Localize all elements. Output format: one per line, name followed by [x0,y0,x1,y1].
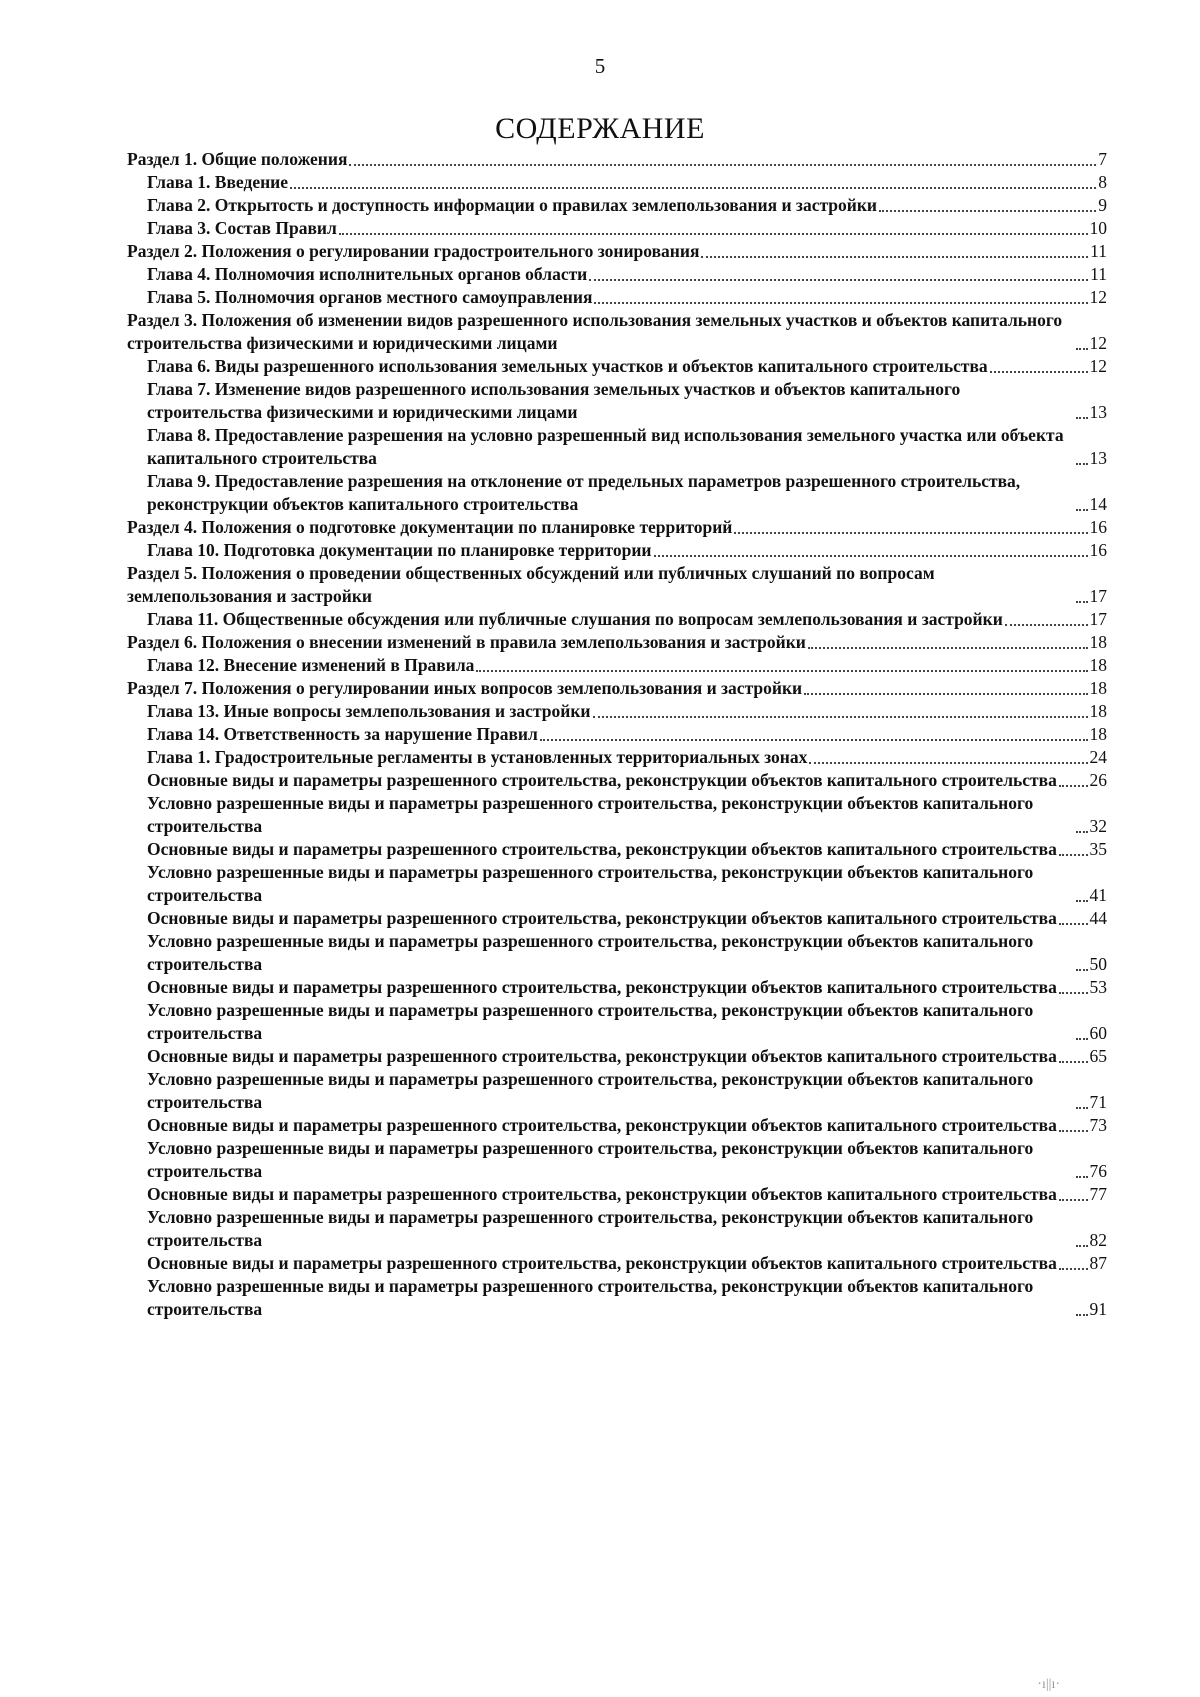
toc-leader-dots [1059,1130,1088,1132]
toc-entry[interactable] [127,424,1107,470]
toc-entry[interactable] [127,838,1107,861]
toc-entry[interactable] [127,355,1107,378]
toc-leader-dots [1059,1061,1088,1063]
toc-entry-page: 91 [1089,1299,1107,1319]
toc-entry-page: 82 [1089,1230,1107,1250]
toc-entry[interactable] [127,1068,1107,1114]
toc-entry-text: Основные виды и параметры разрешенного строительства, реконструкции объектов капитального строительства [147,908,1057,928]
toc-entry[interactable] [127,171,1107,194]
toc-entry[interactable] [127,677,1107,700]
toc-leader-dots [1076,900,1088,902]
toc-entry-text: Условно разрешенные виды и параметры разрешенного строительства, реконструкции объектов капитального строительства [147,1207,1034,1250]
toc-entry-text: Глава 3. Состав Правил [147,218,337,238]
toc-entry-text: Основные виды и параметры разрешенного строительства, реконструкции объектов капитального строительства [147,1253,1057,1273]
toc-entry[interactable] [127,1114,1107,1137]
toc-entry-page: 10 [1089,218,1107,238]
toc-leader-dots [809,762,1087,764]
toc-entry-text: Глава 5. Полномочия органов местного самоуправления [147,287,593,307]
toc-entry[interactable] [127,240,1107,263]
toc-entry[interactable] [127,700,1107,723]
toc-entry[interactable] [127,723,1107,746]
toc-leader-dots [804,693,1087,695]
toc-entry-page: 17 [1089,586,1107,606]
toc-leader-dots [1059,1199,1088,1201]
toc-entry[interactable] [127,746,1107,769]
toc-leader-dots [1076,601,1088,603]
toc-entry-page: 11 [1090,264,1107,284]
toc-entry[interactable] [127,1183,1107,1206]
toc-entry-text: Условно разрешенные виды и параметры разрешенного строительства, реконструкции объектов капитального строительства [147,793,1034,836]
toc-entry-page: 18 [1089,655,1107,675]
toc-entry-text: Глава 11. Общественные обсуждения или публичные слушания по вопросам землепользования и застройки [147,609,1003,629]
toc-entry-page: 17 [1089,609,1107,629]
toc-entry-page: 87 [1089,1253,1107,1273]
toc-entry[interactable] [127,263,1107,286]
toc-entry-page: 18 [1089,701,1107,721]
toc-entry[interactable] [127,562,1107,608]
toc-entry-text: Основные виды и параметры разрешенного строительства, реконструкции объектов капитального строительства [147,1115,1057,1135]
toc-entry-page: 60 [1089,1023,1107,1043]
page-number: 5 [594,54,606,78]
toc-entry-text: Раздел 2. Положения о регулировании градостроительного зонирования [127,241,700,261]
toc-leader-dots [349,164,1096,166]
toc-entry-text: Глава 6. Виды разрешенного использования земельных участков и объектов капитального строительства [147,356,988,376]
toc-entry[interactable] [127,194,1107,217]
toc-entry-text: Глава 4. Полномочия исполнительных органов области [147,264,588,284]
toc-entry-page: 16 [1089,517,1107,537]
toc-entry-text: Раздел 6. Положения о внесении изменений в правила землепользования и застройки [127,632,806,652]
toc-leader-dots [1076,1314,1088,1316]
toc-leader-dots [540,739,1088,741]
toc-entry[interactable] [127,148,1107,171]
toc-leader-dots [990,371,1088,373]
toc-entry-text: Условно разрешенные виды и параметры разрешенного строительства, реконструкции объектов капитального строительства [147,1000,1034,1043]
toc-entry[interactable] [127,792,1107,838]
toc-entry[interactable] [127,286,1107,309]
toc-leader-dots [1076,1176,1088,1178]
toc-entry-page: 24 [1089,747,1107,767]
toc-entry-text: Условно разрешенные виды и параметры разрешенного строительства, реконструкции объектов капитального строительства [147,862,1034,905]
toc-leader-dots [1059,923,1088,925]
toc-entry-page: 50 [1089,954,1107,974]
toc-entry-page: 53 [1089,977,1107,997]
toc-leader-dots [1076,1245,1088,1247]
toc-entry[interactable] [127,470,1107,516]
toc-entry[interactable] [127,1252,1107,1275]
toc-entry-text: Основные виды и параметры разрешенного строительства, реконструкции объектов капитального строительства [147,1046,1057,1066]
toc-entry[interactable] [127,976,1107,999]
toc-entry-text: Основные виды и параметры разрешенного строительства, реконструкции объектов капитального строительства [147,1184,1057,1204]
toc-entry-text: Глава 12. Внесение изменений в Правила [147,655,475,675]
toc-leader-dots [1059,785,1088,787]
toc-entry-page: 18 [1089,724,1107,744]
toc-entry-page: 65 [1089,1046,1107,1066]
toc-leader-dots [1076,417,1088,419]
toc-leader-dots [1076,969,1088,971]
toc-entry[interactable] [127,516,1107,539]
toc-entry-text: Глава 1. Введение [147,172,289,192]
toc-leader-dots [1005,624,1088,626]
toc-entry[interactable] [127,861,1107,907]
toc-entry-text: Условно разрешенные виды и параметры разрешенного строительства, реконструкции объектов капитального строительства [147,1276,1034,1319]
toc-entry[interactable] [127,539,1107,562]
toc-leader-dots [1076,348,1088,350]
toc-entry[interactable] [127,631,1107,654]
toc-entry-page: 11 [1090,241,1107,261]
toc-entry-text: Основные виды и параметры разрешенного строительства, реконструкции объектов капитального строительства [147,839,1057,859]
toc-entry-text: Глава 9. Предоставление разрешения на отклонение от предельных параметров разрешенного строительства, реконструкции объектов капитального строительства [147,471,1021,514]
toc-entry-page: 16 [1089,540,1107,560]
toc-leader-dots [1076,1107,1088,1109]
toc-entry-text: Условно разрешенные виды и параметры разрешенного строительства, реконструкции объектов капитального строительства [147,1138,1034,1181]
toc-entry-text: Раздел 4. Положения о подготовке документации по планировке территорий [127,517,733,537]
toc-leader-dots [1076,509,1088,511]
toc-leader-dots [339,233,1088,235]
toc-entry-page: 32 [1089,816,1107,836]
toc-entry-page: 14 [1089,494,1107,514]
toc-entry-text: Глава 13. Иные вопросы землепользования и застройки [147,701,591,721]
toc-entry[interactable] [127,930,1107,976]
toc-entry[interactable] [127,769,1107,792]
toc-leader-dots [476,670,1087,672]
toc-entry[interactable] [127,1206,1107,1252]
toc-entry[interactable] [127,217,1107,240]
toc-entry-text: Основные виды и параметры разрешенного строительства, реконструкции объектов капитального строительства [147,977,1057,997]
toc-entry-page: 71 [1089,1092,1107,1112]
toc-entry-page: 77 [1089,1184,1107,1204]
toc-title: СОДЕРЖАНИЕ [495,112,705,145]
toc-entry-page: 12 [1089,333,1107,353]
toc-entry-text: Глава 8. Предоставление разрешения на условно разрешенный вид использования земельного участка или объекта капитального строительства [147,425,1064,468]
toc-leader-dots [290,187,1096,189]
toc-entry[interactable] [127,1275,1107,1321]
toc-entry[interactable] [127,608,1107,631]
toc-leader-dots [654,555,1088,557]
table-of-contents [127,148,1107,1321]
toc-entry-page: 76 [1089,1161,1107,1181]
toc-entry[interactable] [127,1137,1107,1183]
toc-leader-dots [1059,1268,1088,1270]
toc-entry-text: Основные виды и параметры разрешенного строительства, реконструкции объектов капитального строительства [147,770,1057,790]
toc-entry-page: 13 [1089,402,1107,422]
toc-entry-text: Раздел 5. Положения о проведении общественных обсуждений или публичных слушаний по вопросам землепользования и застройки [127,563,935,606]
toc-leader-dots [593,716,1088,718]
toc-entry[interactable] [127,907,1107,930]
toc-entry-text: Раздел 3. Положения об изменении видов разрешенного использования земельных участков и объектов капитального строительства физическими и юридическими лицами [127,310,1063,353]
toc-leader-dots [808,647,1088,649]
toc-leader-dots [879,210,1096,212]
toc-leader-dots [1059,854,1088,856]
toc-entry-page: 44 [1089,908,1107,928]
toc-entry[interactable] [127,654,1107,677]
toc-entry[interactable] [127,1045,1107,1068]
toc-leader-dots [594,302,1087,304]
toc-entry-page: 73 [1089,1115,1107,1135]
toc-entry-text: Раздел 1. Общие положения [127,149,348,169]
scan-mark: ·ı||ı· [1037,1677,1060,1692]
toc-entry[interactable] [127,378,1107,424]
toc-leader-dots [589,279,1088,281]
toc-leader-dots [1076,831,1088,833]
toc-entry-page: 26 [1089,770,1107,790]
toc-entry[interactable] [127,309,1107,355]
toc-leader-dots [734,532,1087,534]
toc-entry-page: 41 [1089,885,1107,905]
toc-entry-page: 12 [1089,356,1107,376]
toc-entry-page: 12 [1089,287,1107,307]
toc-entry-text: Условно разрешенные виды и параметры разрешенного строительства, реконструкции объектов капитального строительства [147,1069,1034,1112]
toc-leader-dots [1076,463,1088,465]
toc-entry-page: 18 [1089,678,1107,698]
toc-entry[interactable] [127,999,1107,1045]
toc-entry-page: 35 [1089,839,1107,859]
toc-entry-text: Глава 10. Подготовка документации по планировке территории [147,540,652,560]
toc-entry-text: Условно разрешенные виды и параметры разрешенного строительства, реконструкции объектов капитального строительства [147,931,1034,974]
toc-entry-text: Глава 7. Изменение видов разрешенного использования земельных участков и объектов капитального строительства физическими и юридическими лицами [147,379,961,422]
toc-leader-dots [1059,992,1088,994]
toc-leader-dots [1076,1038,1088,1040]
toc-entry-page: 13 [1089,448,1107,468]
toc-entry-text: Раздел 7. Положения о регулировании иных вопросов землепользования и застройки [127,678,803,698]
toc-entry-page: 7 [1098,149,1107,169]
toc-entry-page: 8 [1098,172,1107,192]
toc-entry-text: Глава 1. Градостроительные регламенты в установленных территориальных зонах [147,747,808,767]
toc-entry-text: Глава 14. Ответственность за нарушение Правил [147,724,538,744]
toc-entry-page: 18 [1089,632,1107,652]
toc-entry-text: Глава 2. Открытость и доступность информации о правилах землепользования и застройки [147,195,878,215]
toc-entry-page: 9 [1098,195,1107,215]
toc-leader-dots [701,256,1088,258]
